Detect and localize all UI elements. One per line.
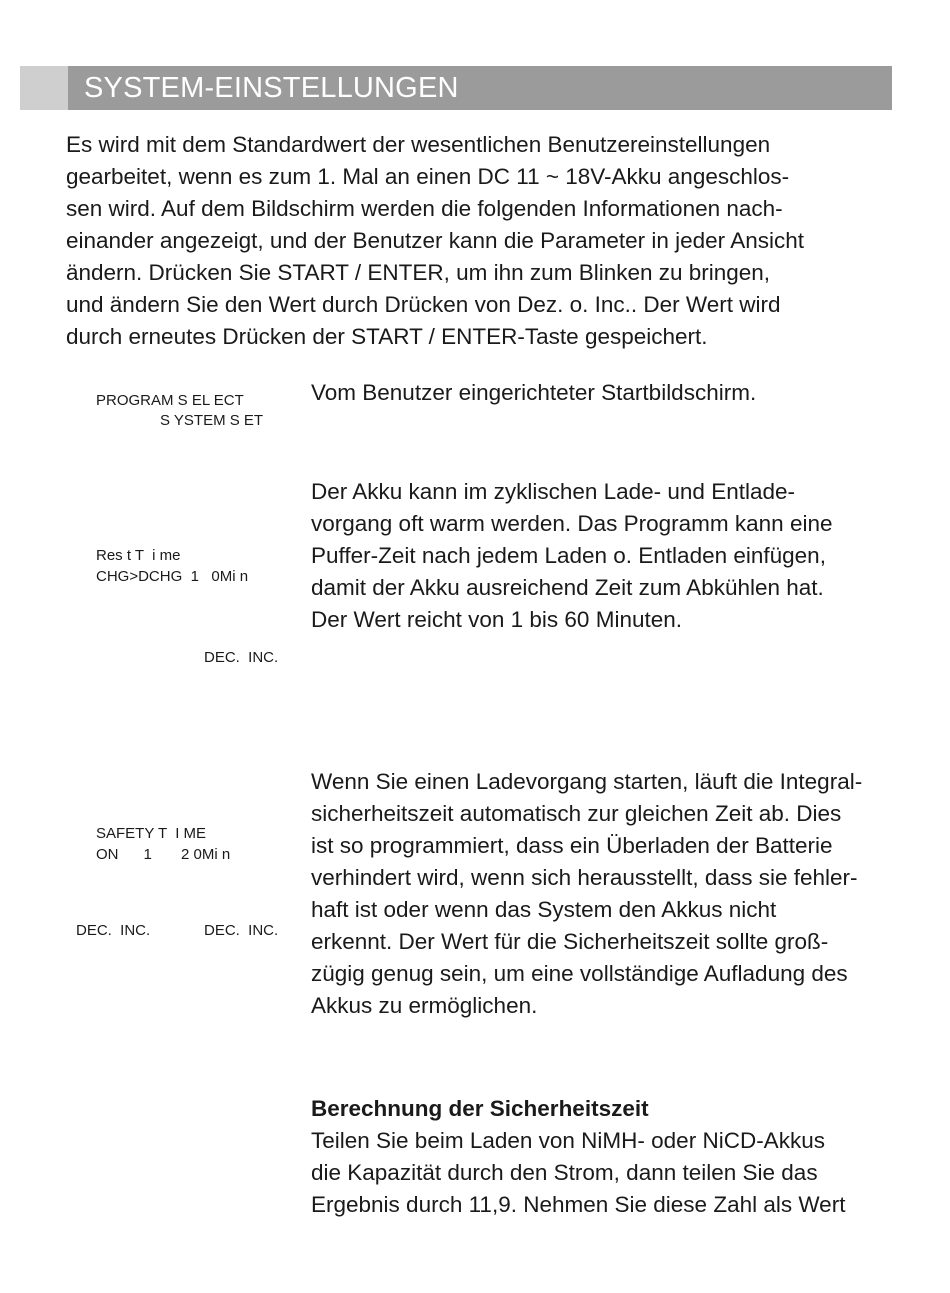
desc-line: ist so programmiert, dass ein Überladen der Batterie <box>311 833 833 858</box>
intro-line: einander angezeigt, und der Benutzer kann die Parameter in jeder Ansicht <box>66 228 804 253</box>
rest-time-description <box>311 476 833 636</box>
calculation-heading: Berechnung der Sicherheitszeit <box>311 1096 649 1121</box>
intro-line: und ändern Sie den Wert durch Drücken von Dez. o. Inc.. Der Wert wird <box>66 292 781 317</box>
desc-line: verhindert wird, wenn sich herausstellt, dass sie fehler- <box>311 865 858 890</box>
intro-line: gearbeitet, wenn es zum 1. Mal an einen DC 11 ~ 18V-Akku angeschlos- <box>66 164 790 189</box>
calc-line: Ergebnis durch 11,9. Nehmen Sie diese Zahl als Wert <box>311 1192 846 1217</box>
calculation-section <box>311 1093 845 1221</box>
section-header-accent <box>20 66 68 110</box>
lcd-safety-time-line1: SAFETY T I ME <box>96 825 207 842</box>
lcd-safety-time-line2: ON 1 2 0Mi n <box>96 846 231 863</box>
rest-time-keys: DEC. INC. <box>204 649 279 666</box>
calc-line: Teilen Sie beim Laden von NiMH- oder NiCD-Akkus <box>311 1128 825 1153</box>
lcd-program-select-line2: S YSTEM S ET <box>160 412 264 429</box>
desc-line: erkennt. Der Wert für die Sicherheitszeit sollte groß- <box>311 929 829 954</box>
desc-line: Puffer-Zeit nach jedem Laden o. Entladen einfügen, <box>311 543 826 568</box>
page-title: SYSTEM-EINSTELLUNGEN <box>84 72 459 104</box>
intro-paragraph <box>66 129 936 353</box>
desc-line: Der Wert reicht von 1 bis 60 Minuten. <box>311 607 682 632</box>
desc-line: zügig genug sein, um eine vollständige Aufladung des <box>311 961 848 986</box>
calc-line: die Kapazität durch den Strom, dann teilen Sie das <box>311 1160 818 1185</box>
desc-line: Akkus zu ermöglichen. <box>311 993 538 1018</box>
desc-line: damit der Akku ausreichend Zeit zum Abkühlen hat. <box>311 575 824 600</box>
lcd-rest-time-line2: CHG>DCHG 1 0Mi n <box>96 568 249 585</box>
desc-line: Der Akku kann im zyklischen Lade- und Entlade- <box>311 479 796 504</box>
desc-line: vorgang oft warm werden. Das Programm kann eine <box>311 511 833 536</box>
desc-line: haft ist oder wenn das System den Akkus nicht <box>311 897 777 922</box>
intro-line: durch erneutes Drücken der START / ENTER-Taste gespeichert. <box>66 324 708 349</box>
safety-time-keys-left: DEC. INC. <box>76 922 151 939</box>
program-select-description <box>311 377 756 409</box>
intro-line: sen wird. Auf dem Bildschirm werden die folgenden Informationen nach- <box>66 196 783 221</box>
intro-line: ändern. Drücken Sie START / ENTER, um ihn zum Blinken zu bringen, <box>66 260 771 285</box>
desc-line: Wenn Sie einen Ladevorgang starten, läuft die Integral- <box>311 769 863 794</box>
intro-line: Es wird mit dem Standardwert der wesentlichen Benutzereinstellungen <box>66 132 771 157</box>
desc-line: sicherheitszeit automatisch zur gleichen Zeit ab. Dies <box>311 801 842 826</box>
desc-line: Vom Benutzer eingerichteter Startbildschirm. <box>311 380 757 405</box>
safety-time-description <box>311 766 862 1022</box>
lcd-rest-time-line1: Res t T i me <box>96 547 181 564</box>
lcd-program-select-line1: PROGRAM S EL ECT <box>96 392 244 409</box>
safety-time-keys-right: DEC. INC. <box>204 922 279 939</box>
